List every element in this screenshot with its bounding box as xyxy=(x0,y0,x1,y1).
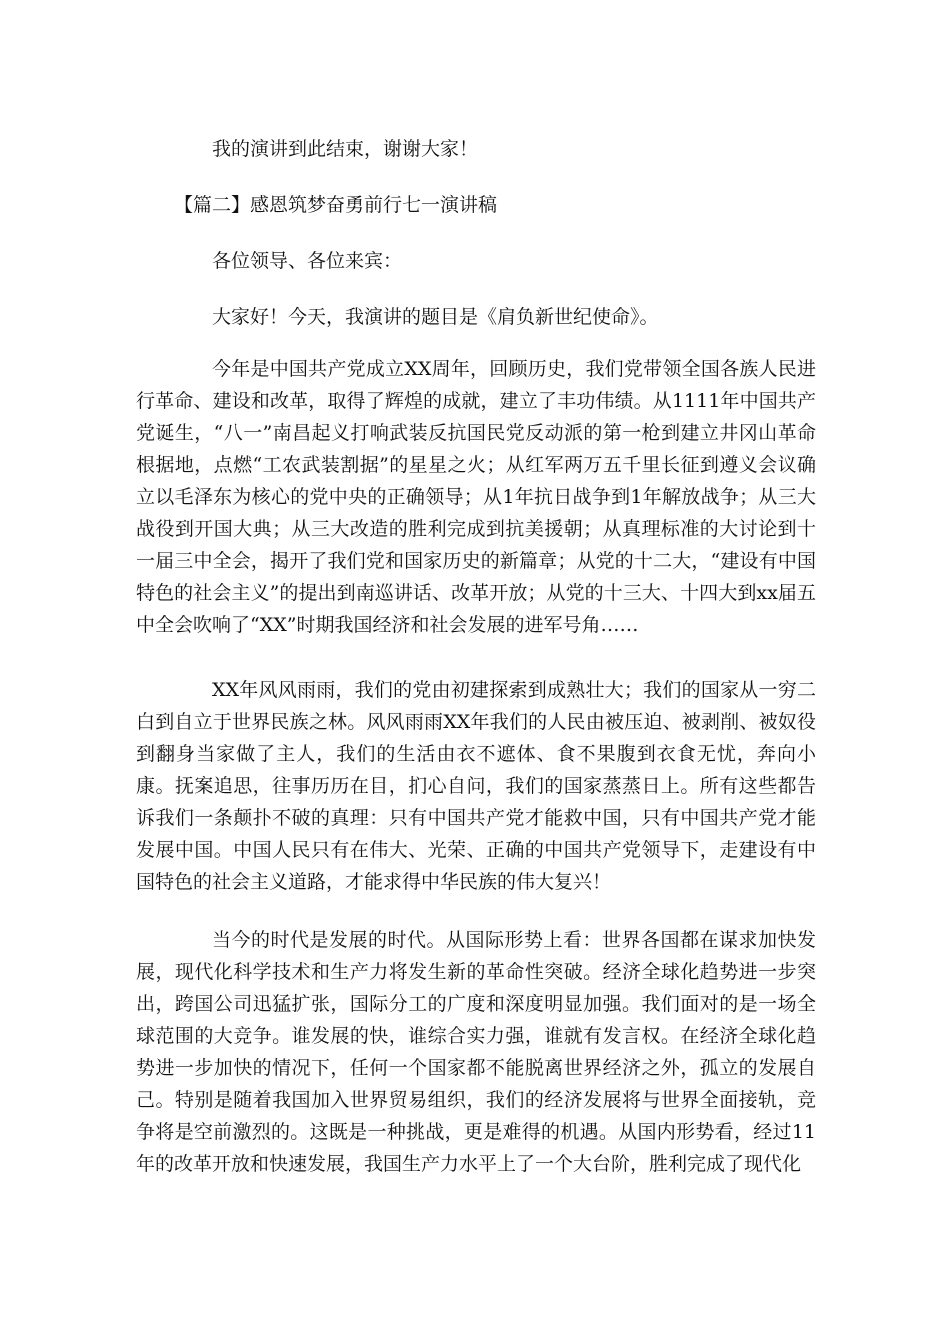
section-heading: 【篇二】感恩筑梦奋勇前行七一演讲稿 xyxy=(174,194,498,216)
paragraph-history: 今年是中国共产党成立XX周年，回顾历史，我们党带领全国各族人民进行革命、建设和改革，取得了辉煌的成就，建立了丰功伟绩。从1111年中国共产党诞生，“八一”南昌起义打响武装反抗国民党反动派的第一枪到建立井冈山革命根据地，点燃“工农武装割据”的星星之火；从红军两万五千里长征到遵义会议确立以毛泽东为核心的党中央的正确领导；从1年抗日战争到1年解放战争；从三大战役到开国大典；从三大改造的胜利完成到抗美援朝；从真理标准的大讨论到十一届三中全会，揭开了我们党和国家历史的新篇章；从党的十二大，“建设有中国特色的社会主义”的提出到南巡讲话、改革开放；从党的十三大、十四大到xx届五中全会吹响了“XX”时期我国经济和社会发展的进军号角…… xyxy=(136,358,816,636)
closing-line: 我的演讲到此结束，谢谢大家！ xyxy=(212,138,479,160)
salutation: 各位领导、各位来宾： xyxy=(212,250,403,272)
paragraph-development: 当今的时代是发展的时代。从国际形势上看：世界各国都在谋求加快发展，现代化科学技术和生产力将发生新的革命性突破。经济全球化趋势进一步突出，跨国公司迅猛扩张，国际分工的广度和深度明显加强。我们面对的是一场全球范围的大竞争。谁发展的快，谁综合实力强，谁就有发言权。在经济全球化趋势进一步加快的情况下，任何一个国家都不能脱离世界经济之外，孤立的发展自己。特别是随着我国加入世界贸易组织，我们的经济发展将与世界全面接轨，竞争将是空前激烈的。这既是一种挑战，更是难得的机遇。从国内形势看，经过11年的改革开放和快速发展，我国生产力水平上了一个大台阶，胜利完成了现代化 xyxy=(136,929,816,1175)
intro-line: 大家好！今天，我演讲的题目是《肩负新世纪使命》。 xyxy=(212,306,659,328)
paragraph-achievements: XX年风风雨雨，我们的党由初建探索到成熟壮大；我们的国家从一穷二白到自立于世界民族之林。风风雨雨XX年我们的人民由被压迫、被剥削、被奴役到翻身当家做了主人，我们的生活由衣不遮体、食不果腹到衣食无忧，奔向小康。抚案追思，往事历历在目，扪心自问，我们的国家蒸蒸日上。所有这些都告诉我们一条颠扑不破的真理：只有中国共产党才能救中国，只有中国共产党才能发展中国。中国人民只有在伟大、光荣、正确的中国共产党领导下，走建设有中国特色的社会主义道路，才能求得中华民族的伟大复兴！ xyxy=(136,679,816,893)
